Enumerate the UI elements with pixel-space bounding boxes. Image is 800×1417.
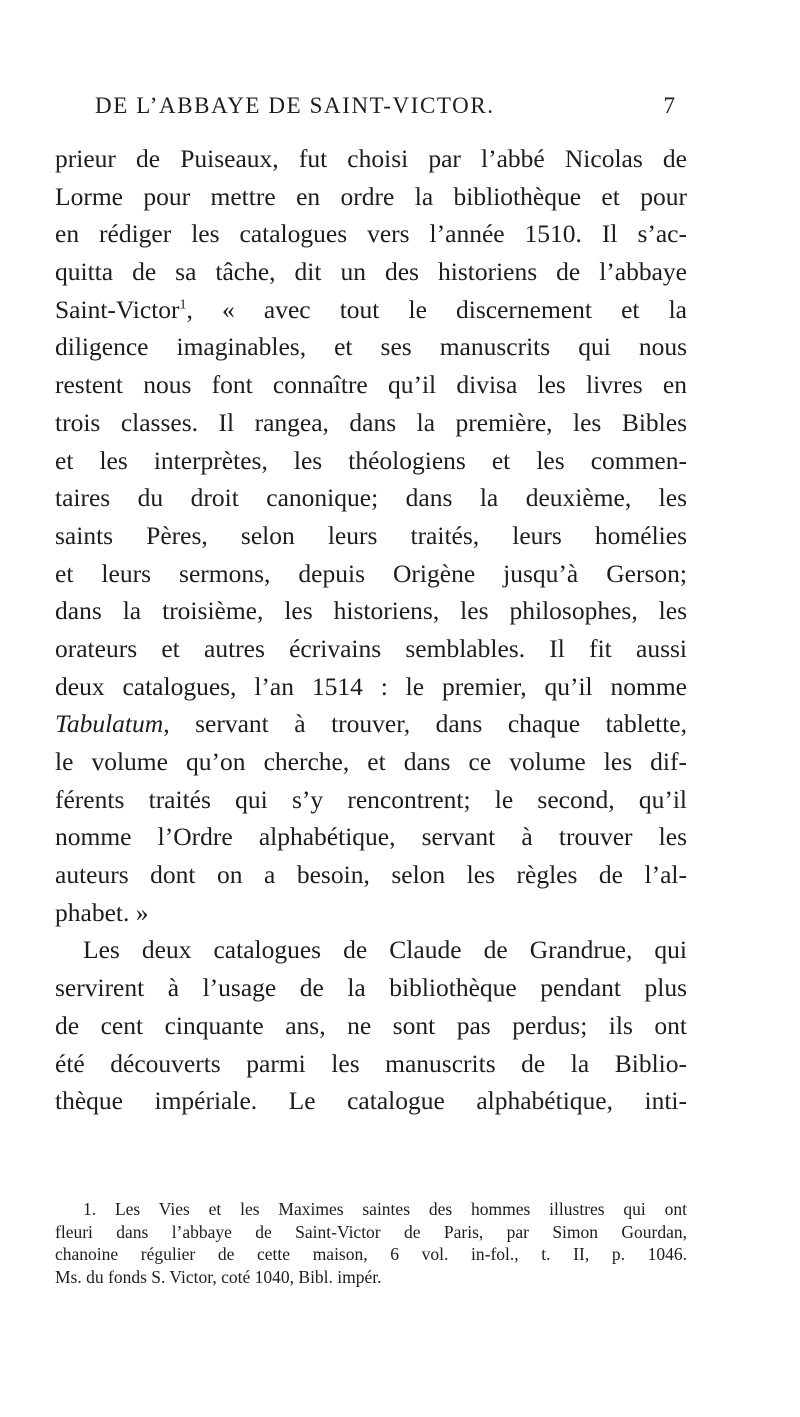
text-line: Lorme pour mettre en ordre la bibliothèque et pour [55, 181, 687, 211]
text-line: orateurs et autres écrivains semblables. Il fit aussi [55, 633, 687, 663]
text-line: trois classes. Il rangea, dans la première, les Bibles [55, 407, 687, 437]
body-text [55, 140, 687, 1120]
text-line: deux catalogues, l’an 1514 : le premier, qu’il nomme [55, 671, 687, 701]
text-line: taires du droit canonique; dans la deuxième, les [55, 483, 687, 513]
text-line: quitta de sa tâche, dit un des historiens de l’abbaye [55, 257, 687, 287]
footnote-line: chanoine régulier de cette maison, 6 vol. in-fol., t. II, p. 1046. [55, 1244, 687, 1264]
text-line: diligence imaginables, et ses manuscrits qui nous [55, 332, 687, 362]
text-line: restent nous font connaître qu’il divisa les livres en [55, 370, 687, 400]
text-line: férents traités qui s’y rencontrent; le second, qu’il [55, 784, 687, 814]
text-line: et leurs sermons, depuis Origène jusqu’à Gerson; [55, 558, 687, 588]
text-line: été découverts parmi les manuscrits de la Biblio- [55, 1048, 687, 1078]
text-line: saints Pères, selon leurs traités, leurs homélies [55, 520, 687, 550]
text-line: thèque impériale. Le catalogue alphabétique, inti- [55, 1086, 687, 1116]
footnote-line: 1. Les Vies et les Maximes saintes des hommes illustres qui ont [83, 1199, 687, 1219]
footnote-ref: 1 [179, 297, 187, 313]
text-line: prieur de Puiseaux, fut choisi par l’abbé Nicolas de [55, 144, 687, 173]
footnote-line: Ms. du fonds S. Victor, coté 1040, Bibl. impér. [55, 1266, 382, 1287]
line-text: , servant à trouver, dans chaque tablette, [163, 709, 687, 739]
text-line: de cent cinquante ans, ne sont pas perdus; ils ont [55, 1010, 687, 1040]
text-line: dans la troisième, les historiens, les philosophes, les [55, 596, 687, 626]
page-number: 7 [663, 93, 675, 118]
text-line: phabet. » [55, 897, 149, 927]
text-line: et les interprètes, les théologiens et les commen- [55, 445, 687, 475]
text-line: en rédiger les catalogues vers l’année 1510. Il s’ac- [55, 219, 687, 249]
footnotes [55, 1198, 687, 1288]
running-head [95, 93, 675, 129]
text-line: auteurs dont on a besoin, selon les règles de l’al- [55, 860, 687, 890]
text-line [55, 705, 687, 743]
running-title: DE L’ABBAYE DE SAINT-VICTOR. [95, 93, 495, 118]
text-line: Les deux catalogues de Claude de Grandrue, qui [83, 935, 687, 965]
text-line [55, 291, 687, 329]
italic-title: Tabulatum [55, 709, 164, 739]
text-line: servirent à l’usage de la bibliothèque pendant plus [55, 973, 687, 1003]
footnote-line: fleuri dans l’abbaye de Saint-Victor de Paris, par Simon Gourdan, [55, 1221, 687, 1242]
text-line: nomme l’Ordre alphabétique, servant à trouver les [55, 822, 687, 852]
text-line: le volume qu’on cherche, et dans ce volume les dif- [55, 747, 687, 776]
line-text: , « avec tout le discernement et la [186, 294, 687, 324]
line-text: Saint-Victor [55, 294, 180, 324]
